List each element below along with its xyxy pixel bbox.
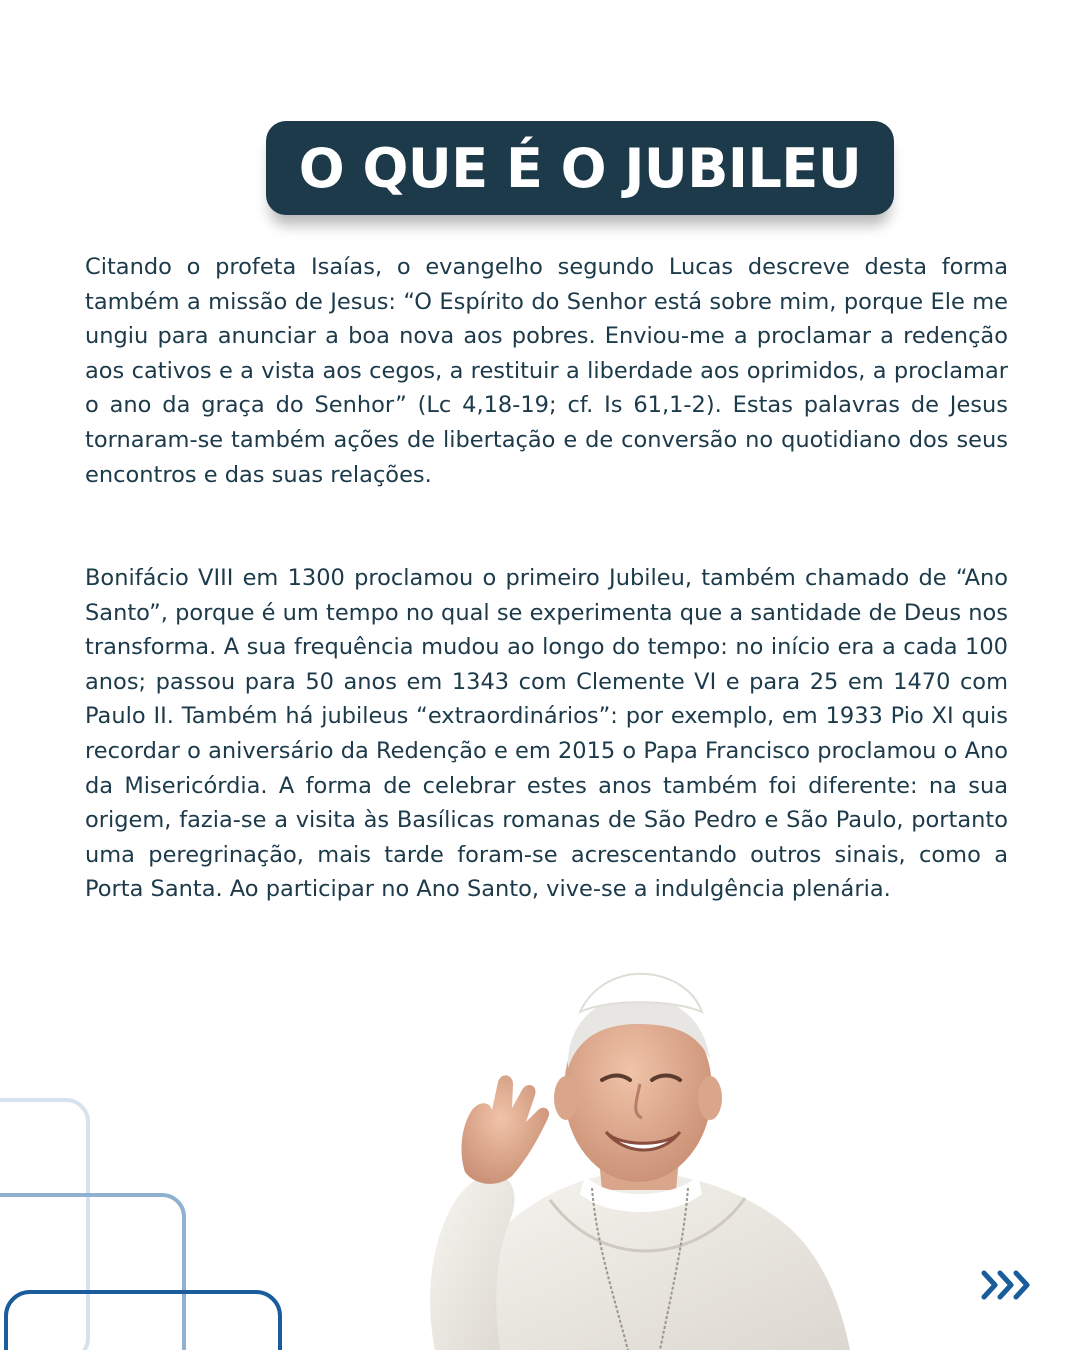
page-title: O QUE É O JUBILEU — [298, 136, 862, 200]
paragraph-1: Citando o profeta Isaías, o evangelho segundo Lucas descreve desta forma também a missão de Jesus: “O Espírito do Senhor está sobre mim, porque Ele me ungiu para anunciar a boa nova aos pobres. Enviou-me a proclamar a redenção aos cativos e a vista aos cegos, a restituir a liberdade aos oprimidos, a proclamar o ano da graça do Senhor” (Lc 4,18-19; cf. Is 61,1-2). Estas palavras de Jesus tornaram-se também ações de libertação e de conversão no quotidiano dos seus encontros e das suas relações. — [85, 254, 1008, 488]
title-banner — [266, 121, 894, 215]
rounded-squares-decoration — [0, 1080, 300, 1350]
pope-waving-photo — [380, 950, 850, 1350]
paragraph-2: Bonifácio VIII em 1300 proclamou o primeiro Jubileu, também chamado de “Ano Santo”, porque é um tempo no qual se experimenta que a santidade de Deus nos transforma. A sua frequência mudou ao longo do tempo: no início era a cada 100 anos; passou para 50 anos em 1343 com Clemente VI e para 25 em 1470 com Paulo II. Também há jubileus “extraordinários”: por exemplo, em 1933 Pio XI quis recordar o aniversário da Redenção e em 2015 o Papa Francisco proclamou o Ano da Misericórdia. A forma de celebrar estes anos também foi diferente: na sua origem, fazia-se a visita às Basílicas romanas de São Pedro e São Paulo, portanto uma peregrinação, mais tarde foram-se acrescentando outros sinais, como a Porta Santa. Ao participar no Ano Santo, vive-se a indulgência plenária. — [85, 565, 1008, 903]
triple-chevron-right-icon[interactable] — [980, 1268, 1036, 1302]
